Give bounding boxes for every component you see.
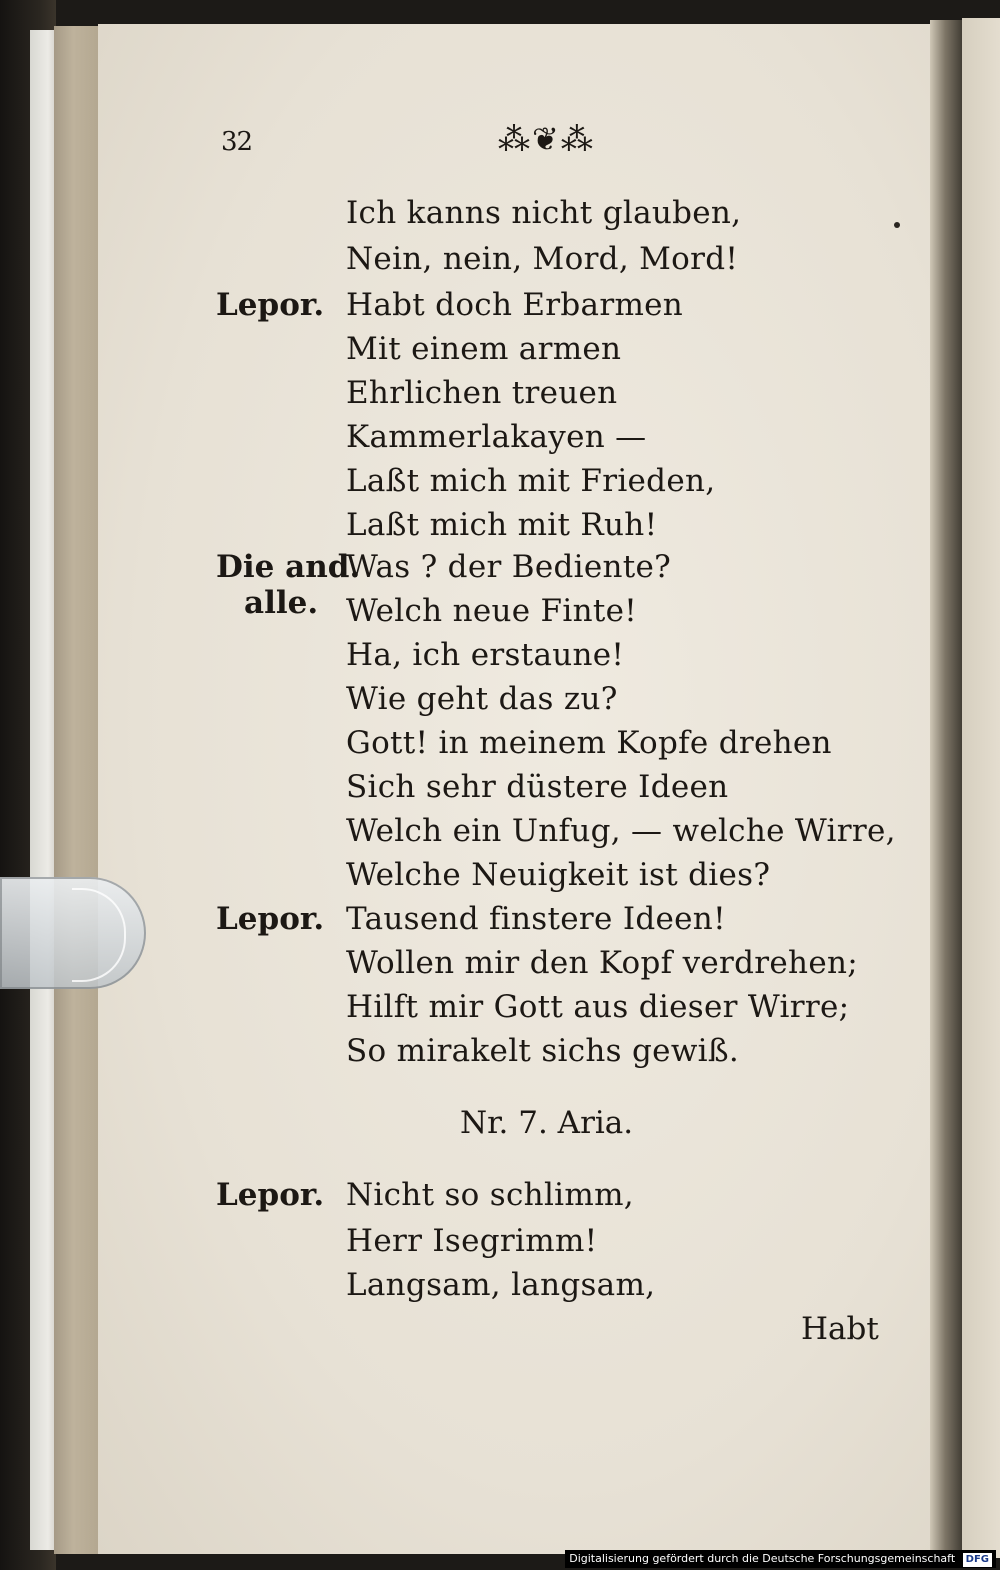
book-gutter — [930, 20, 964, 1560]
speaker-label: Lepor. — [216, 901, 325, 937]
speaker-label: Die and. — [216, 549, 361, 585]
page-number: 32 — [221, 127, 253, 157]
verse-line: Laßt mich mit Ruh! — [346, 507, 658, 543]
speaker-label: Lepor. — [216, 287, 325, 323]
verse-line: Wollen mir den Kopf verdrehen; — [346, 945, 858, 981]
facing-page-edge — [962, 18, 1000, 1558]
section-heading: Nr. 7. Aria. — [460, 1105, 634, 1141]
verse-line: Nein, nein, Mord, Mord! — [346, 241, 739, 277]
verse-line: Nicht so schlimm, — [346, 1177, 634, 1213]
catchword: Habt — [801, 1311, 879, 1347]
verse-line: Mit einem armen — [346, 331, 622, 367]
verse-line: Ehrlichen treuen — [346, 375, 618, 411]
verse-line: Hilft mir Gott aus dieser Wirre; — [346, 989, 850, 1025]
verse-line: Sich sehr düstere Ideen — [346, 769, 729, 805]
speaker-label: Lepor. — [216, 1177, 325, 1213]
speaker-label: alle. — [244, 585, 319, 621]
verse-line: Laßt mich mit Frieden, — [346, 463, 716, 499]
verse-line: Habt doch Erbarmen — [346, 287, 684, 323]
verse-line: Wie geht das zu? — [346, 681, 618, 717]
verse-line: Kammerlakayen — — [346, 419, 647, 455]
credit-text: Digitalisierung gefördert durch die Deutsche Forschungsgemeinschaft — [569, 1552, 956, 1565]
verse-line: Langsam, langsam, — [346, 1267, 656, 1303]
verse-line: Ha, ich erstaune! — [346, 637, 625, 673]
verse-line: Welch neue Finte! — [346, 593, 638, 629]
dfg-logo: DFG — [963, 1553, 992, 1567]
verse-line: So mirakelt sichs gewiß. — [346, 1033, 740, 1069]
verse-line: Tausend finstere Ideen! — [346, 901, 726, 937]
verse-line: Herr Isegrimm! — [346, 1223, 598, 1259]
verse-line: Welch ein Unfug, — welche Wirre, — [346, 813, 896, 849]
cover-edge — [54, 26, 102, 1554]
verse-line: Welche Neuigkeit ist dies? — [346, 857, 771, 893]
verse-line: Gott! in meinem Kopfe drehen — [346, 725, 832, 761]
header-ornament: ⁂❦⁂ — [498, 120, 595, 158]
verse-line: Ich kanns nicht glauben, — [346, 195, 742, 231]
ink-speck — [894, 222, 900, 228]
digitization-credit — [565, 1550, 996, 1568]
verse-line: Was ? der Bediente? — [346, 549, 672, 585]
